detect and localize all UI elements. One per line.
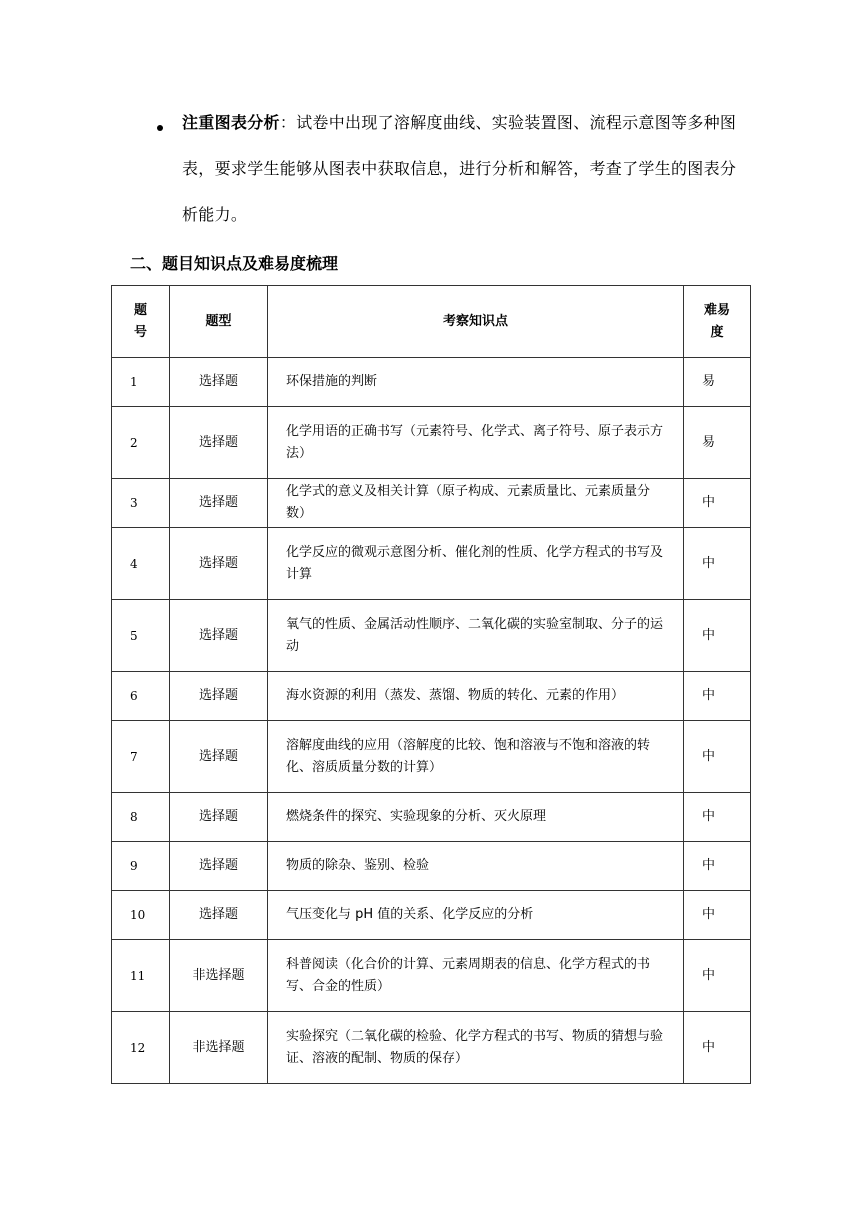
cell-no: 1 — [112, 358, 170, 407]
cell-knowledge: 燃烧条件的探究、实验现象的分析、灭火原理 — [268, 793, 684, 842]
header-no-label: 题号 — [133, 302, 147, 340]
section-heading: 二、题目知识点及难易度梳理 — [130, 254, 339, 273]
cell-difficulty: 易 — [684, 358, 751, 407]
table-row — [112, 793, 751, 842]
cell-type: 非选择题 — [170, 940, 268, 1012]
cell-knowledge: 环保措施的判断 — [268, 358, 684, 407]
cell-difficulty: 中 — [684, 721, 751, 793]
header-difficulty — [684, 286, 751, 358]
cell-difficulty: 易 — [684, 407, 751, 479]
header-difficulty-label: 难易度 — [703, 302, 730, 340]
header-type: 题型 — [170, 286, 268, 358]
cell-knowledge: 化学用语的正确书写（元素符号、化学式、离子符号、原子表示方法） — [268, 407, 684, 479]
bullet-bold-lead: 注重图表分析 — [182, 113, 280, 132]
cell-no: 7 — [112, 721, 170, 793]
cell-no: 9 — [112, 842, 170, 891]
cell-type: 选择题 — [170, 842, 268, 891]
cell-no: 8 — [112, 793, 170, 842]
cell-no: 2 — [112, 407, 170, 479]
cell-no: 12 — [112, 1012, 170, 1084]
cell-knowledge: 溶解度曲线的应用（溶解度的比较、饱和溶液与不饱和溶液的转化、溶质质量分数的计算） — [268, 721, 684, 793]
cell-difficulty: 中 — [684, 600, 751, 672]
cell-type: 选择题 — [170, 793, 268, 842]
cell-type: 非选择题 — [170, 1012, 268, 1084]
cell-difficulty: 中 — [684, 1012, 751, 1084]
table-row — [112, 842, 751, 891]
table-row — [112, 891, 751, 940]
cell-knowledge: 海水资源的利用（蒸发、蒸馏、物质的转化、元素的作用） — [268, 672, 684, 721]
knowledge-table — [111, 285, 751, 1084]
cell-difficulty: 中 — [684, 672, 751, 721]
table-row — [112, 672, 751, 721]
table-row — [112, 528, 751, 600]
cell-knowledge: 化学反应的微观示意图分析、催化剂的性质、化学方程式的书写及计算 — [268, 528, 684, 600]
cell-no: 6 — [112, 672, 170, 721]
cell-knowledge: 实验探究（二氧化碳的检验、化学方程式的书写、物质的猜想与验证、溶液的配制、物质的保存） — [268, 1012, 684, 1084]
table-row — [112, 721, 751, 793]
cell-difficulty: 中 — [684, 793, 751, 842]
table-row — [112, 1012, 751, 1084]
cell-type: 选择题 — [170, 528, 268, 600]
cell-no: 10 — [112, 891, 170, 940]
cell-knowledge: 化学式的意义及相关计算（原子构成、元素质量比、元素质量分数） — [268, 479, 684, 528]
table-row — [112, 600, 751, 672]
table-header-row — [112, 286, 751, 358]
cell-difficulty: 中 — [684, 940, 751, 1012]
cell-type: 选择题 — [170, 672, 268, 721]
cell-type: 选择题 — [170, 600, 268, 672]
header-no — [112, 286, 170, 358]
bullet-paragraph — [182, 100, 748, 238]
bullet-dot-icon — [157, 125, 163, 131]
cell-type: 选择题 — [170, 479, 268, 528]
header-knowledge: 考察知识点 — [268, 286, 684, 358]
cell-difficulty: 中 — [684, 479, 751, 528]
cell-knowledge: 科普阅读（化合价的计算、元素周期表的信息、化学方程式的书写、合金的性质） — [268, 940, 684, 1012]
cell-type: 选择题 — [170, 891, 268, 940]
cell-type: 选择题 — [170, 407, 268, 479]
table-row — [112, 479, 751, 528]
table-row — [112, 940, 751, 1012]
cell-no: 3 — [112, 479, 170, 528]
cell-difficulty: 中 — [684, 842, 751, 891]
cell-type: 选择题 — [170, 358, 268, 407]
bullet-body-text: ：试卷中出现了溶解度曲线、实验装置图、流程示意图等多种图表，要求学生能够从图表中获取信息，进行分析和解答，考查了学生的图表分析能力。 — [182, 113, 737, 224]
cell-difficulty: 中 — [684, 891, 751, 940]
cell-no: 4 — [112, 528, 170, 600]
cell-no: 11 — [112, 940, 170, 1012]
cell-knowledge: 物质的除杂、鉴别、检验 — [268, 842, 684, 891]
cell-no: 5 — [112, 600, 170, 672]
cell-knowledge: 氧气的性质、金属活动性顺序、二氧化碳的实验室制取、分子的运动 — [268, 600, 684, 672]
table-row — [112, 407, 751, 479]
table-row — [112, 358, 751, 407]
cell-knowledge: 气压变化与 pH 值的关系、化学反应的分析 — [268, 891, 684, 940]
cell-type: 选择题 — [170, 721, 268, 793]
cell-difficulty: 中 — [684, 528, 751, 600]
